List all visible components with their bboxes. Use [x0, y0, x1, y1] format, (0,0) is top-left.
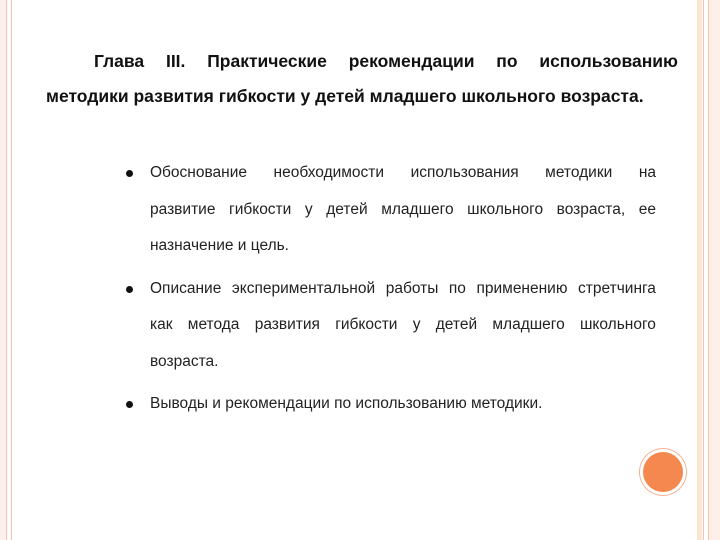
bullet-item: [124, 155, 656, 265]
title-line-2: методики развития гибкости у детей младшего школьного возраста.: [46, 86, 644, 106]
bullet-word: младшего: [381, 200, 454, 218]
bullet-word: стретчинга: [578, 279, 656, 297]
bullet-word: школьного: [580, 316, 656, 333]
slide-title: [46, 44, 678, 114]
frame-left-line-outer: [6, 0, 7, 540]
bullet-word: младшего: [492, 316, 565, 333]
bullet-item: [124, 271, 656, 381]
bullet-word: ее: [638, 200, 656, 218]
bullet-line: возраста.: [150, 352, 219, 370]
frame-left-line-inner: [11, 0, 12, 540]
bullet-word: школьного: [467, 200, 544, 218]
title-word: по: [496, 51, 518, 71]
bullet-word: на: [638, 164, 656, 181]
bullet-word: детей: [435, 316, 478, 333]
bullet-word: возраста,: [556, 200, 626, 218]
bullet-dot-icon: [126, 170, 133, 177]
bullet-word: детей: [326, 200, 368, 218]
frame-right-line-inner: [703, 0, 704, 540]
title-word: использованию: [539, 51, 678, 71]
bullet-word: гибкости: [335, 316, 398, 333]
bullet-word: работы: [385, 279, 439, 297]
bullet-word: применению: [476, 279, 568, 297]
bullet-line: [150, 271, 656, 308]
title-word: III.: [165, 51, 186, 71]
bullet-word: необходимости: [273, 164, 385, 181]
bullet-word: экспериментальной: [231, 279, 376, 297]
bullet-line: [150, 155, 656, 192]
decorative-circle: [643, 452, 683, 492]
bullet-word: метода: [187, 316, 240, 333]
title-word: рекомендации: [348, 51, 475, 71]
bullet-word: у: [412, 316, 421, 333]
frame-right-band: [697, 0, 702, 540]
bullet-line: Выводы и рекомендации по использованию методики.: [150, 395, 543, 412]
bullet-list: [124, 155, 656, 429]
title-word: Глава: [94, 51, 145, 71]
bullet-word: Описание: [150, 279, 222, 297]
bullet-word: по: [448, 279, 466, 297]
frame-right-edge: [709, 0, 720, 540]
bullet-word: использования: [410, 164, 519, 181]
bullet-word: развитие: [150, 200, 216, 218]
bullet-line: назначение и цель.: [150, 237, 289, 254]
bullet-dot-icon: [126, 286, 133, 293]
bullet-line: [150, 307, 656, 344]
bullet-word: развития: [254, 316, 320, 333]
title-line-1: [46, 44, 678, 79]
bullet-dot-icon: [126, 401, 133, 408]
bullet-word: у: [304, 200, 313, 218]
bullet-word: методики: [545, 164, 613, 181]
bullet-word: как: [150, 316, 173, 333]
bullet-item: [124, 386, 656, 423]
bullet-line: [150, 192, 656, 229]
title-word: Практические: [207, 51, 327, 71]
bullet-word: Обоснование: [150, 164, 248, 181]
bullet-word: гибкости: [229, 200, 292, 218]
